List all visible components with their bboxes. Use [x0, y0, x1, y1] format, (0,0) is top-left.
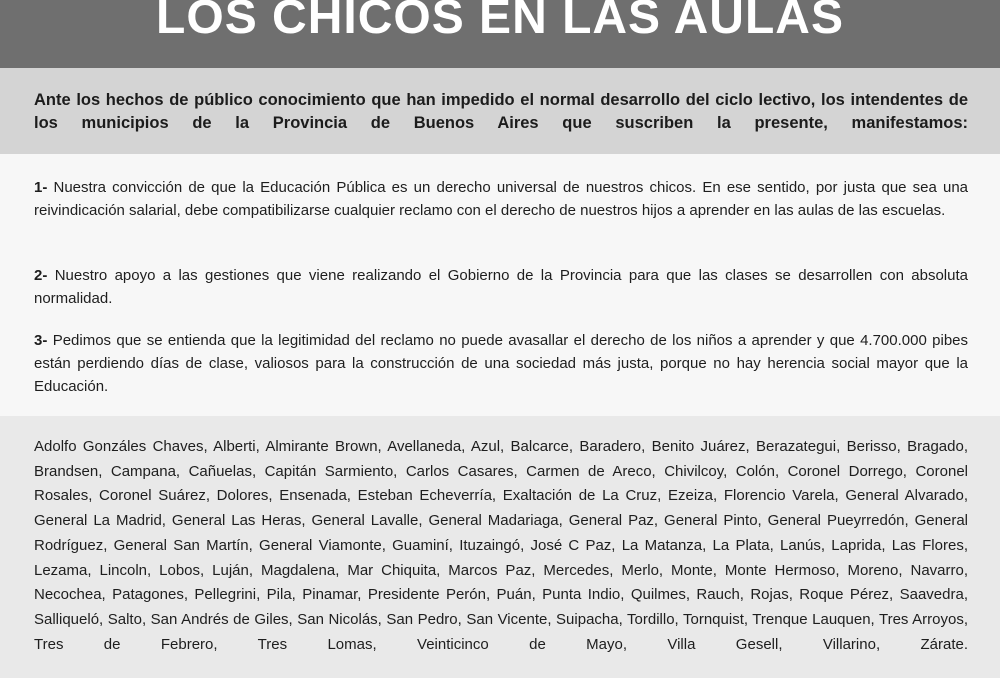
point-1: [34, 176, 968, 222]
point-1-text: Nuestra convicción de que la Educación Pública es un derecho universal de nuestros chicos. En ese sentido, por justa que sea una reivindicación salarial, debe compatibilizarse cualquier reclamo con el derecho de nuestros hijos a aprender en las aulas de las escuelas.: [34, 179, 969, 219]
signers-list: Adolfo Gonzáles Chaves, Alberti, Almirante Brown, Avellaneda, Azul, Balcarce, Baradero, Benito Juárez, Berazategui, Berisso, Bragado, Brandsen, Campana, Cañuelas, Capitán Sarmiento, Carlos Casares, Carmen de Areco, Chivilcoy, Colón, Coronel Dorrego, Coronel Rosales, Coronel Suárez, Dolores, Ensenada, Esteban Echeverría, Exaltación de La Cruz, Ezeiza, Florencio Varela, General Alvarado, General La Madrid, General Las Heras, General Lavalle, General Madariaga, General Paz, General Pinto, General Pueyrredón, General Rodríguez, General San Martín, General Viamonte, Guaminí, Ituzaingó, José C Paz, La Matanza, La Plata, Lanús, Laprida, Las Flores, Lezama, Lincoln, Lobos, Luján, Magdalena, Mar Chiquita, Marcos Paz, Mercedes, Merlo, Monte, Monte Hermoso, Moreno, Navarro, Necochea, Patagones, Pellegrini, Pila, Pinamar, Presidente Perón, Puán, Punta Indio, Quilmes, Rauch, Rojas, Roque Pérez, Saavedra, Salliqueló, Salto, San Andrés de Giles, San Nicolás, San Pedro, San Vicente, Suipacha, Tordillo, Tornquist, Trenque Lauquen, Tres Arroyos, Tres de Febrero, Tres Lomas, Veinticinco de Mayo, Villa Gesell, Villarino, Zárate.: [34, 438, 968, 653]
page-title: LOS CHICOS EN LAS AULAS: [156, 0, 844, 44]
point-2-text: Nuestro apoyo a las gestiones que viene realizando el Gobierno de la Provincia para que las clases se desarrollen con absoluta normalidad.: [34, 267, 968, 307]
point-3: [34, 329, 968, 398]
intro-paragraph: Ante los hechos de público conocimiento que han impedido el normal desarrollo del ciclo lectivo, los intendentes de los municipios de la Provincia de Buenos Aires que suscriben la presente, manifestamos:: [34, 91, 968, 132]
point-2-number: 2-: [34, 267, 48, 284]
point-1-number: 1-: [34, 179, 48, 196]
signers-section: [0, 416, 1000, 678]
point-3-number: 3-: [34, 332, 48, 349]
header-banner: [0, 0, 1000, 68]
point-3-text: Pedimos que se entienda que la legitimidad del reclamo no puede avasallar el derecho de los niños a aprender y que 4.700.000 pibes están perdiendo días de clase, valiosos para la construcción de una sociedad más justa, porque no hay herencia social mayor que la Educación.: [34, 332, 968, 395]
point-2: [34, 264, 968, 310]
points-section: [0, 154, 1000, 416]
intro-section: [0, 68, 1000, 154]
